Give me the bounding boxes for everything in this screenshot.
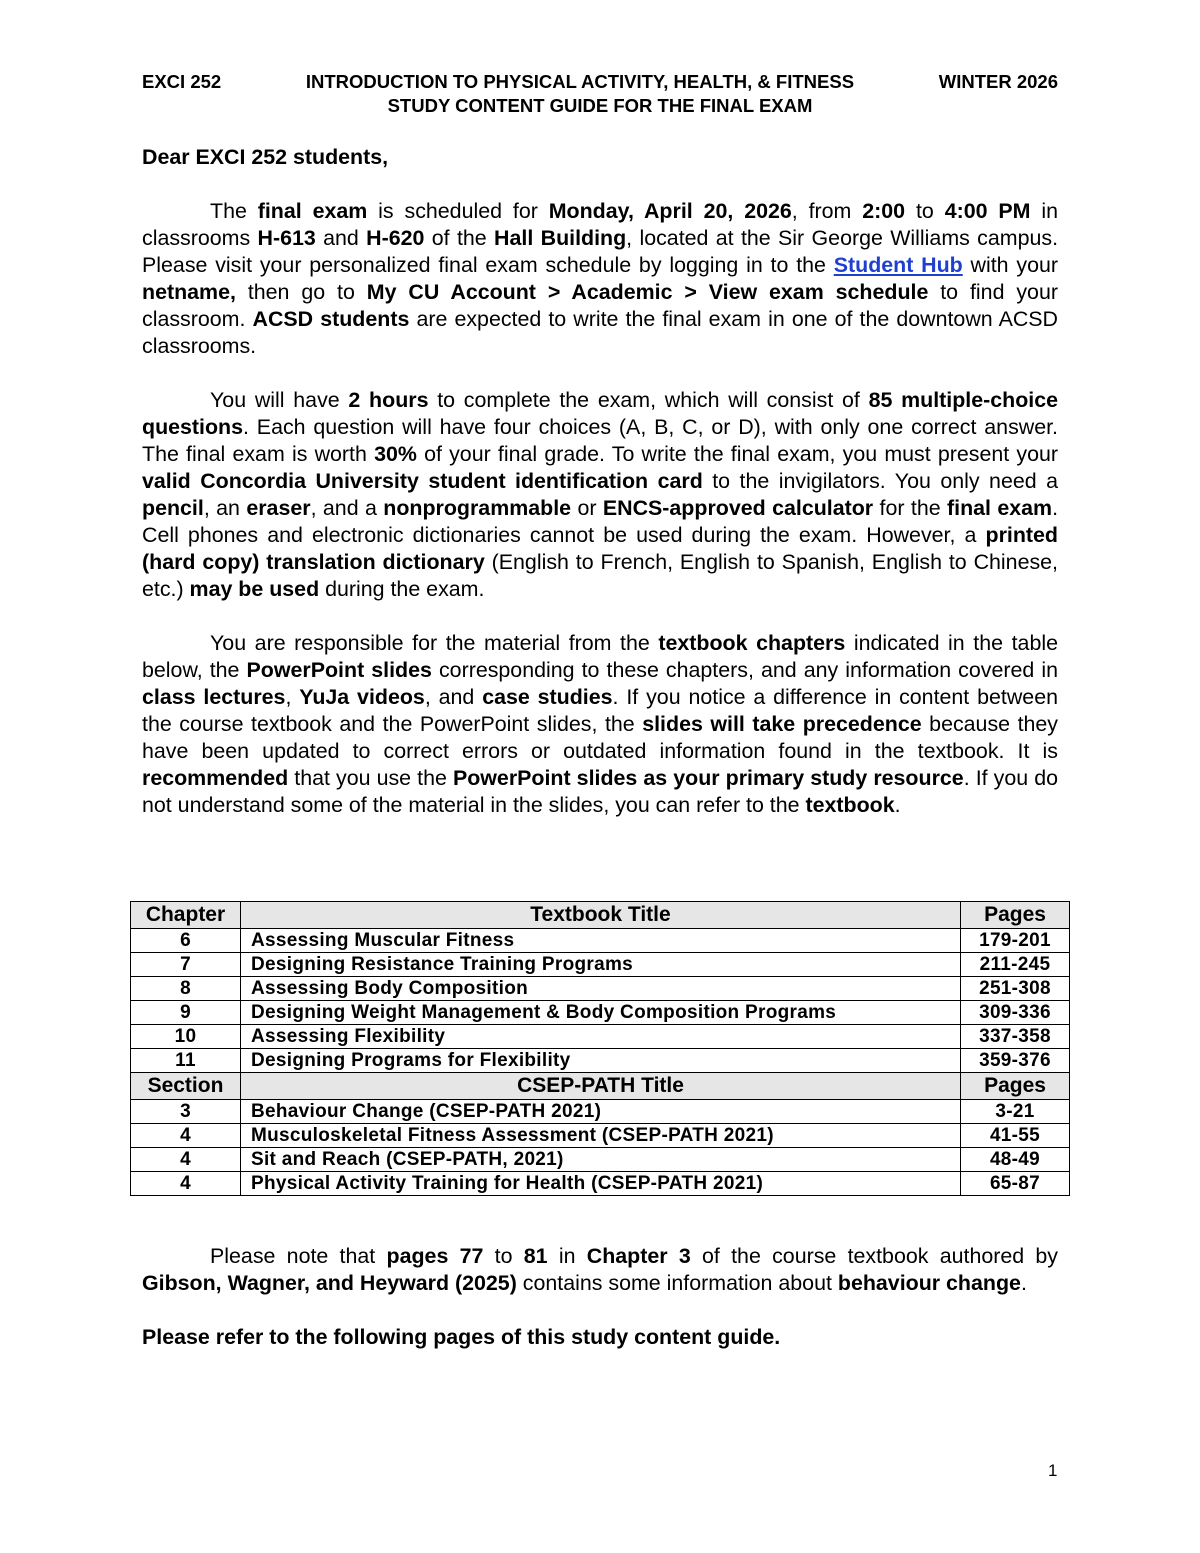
table-header-chapters: Chapter Textbook Title Pages [131,902,1070,929]
paragraph-behaviour-change: Please note that pages 77 to 81 in Chapter 3 of the course textbook authored by Gibson, Wagner, and Heyward (2025) contains some information about behaviour change. [142,1244,1059,1295]
table-row: 10 Assessing Flexibility 337-358 [131,1025,1070,1049]
page-number: 1 [1048,1461,1058,1480]
closing-note: Please refer to the following pages of this study content guide. [142,1325,781,1349]
paragraph-exam-format: You will have 2 hours to complete the exam, which will consist of 85 multiple-choice questions. Each question will have four choices (A, B, C, or D), with only one correct answer. The final exam is worth 30% of your final grade. To write the final exam, you must present your valid Concordia University student identification card to the invigilators. You only need a pencil, an eraser, and a nonprogrammable or ENCS-approved calculator for the final exam. Cell phones and electronic dictionaries cannot be used during the exam. However, a printed (hard copy) translation dictionary (English to French, English to Spanish, English to Chinese, etc.) may be used during the exam. [142,388,1059,601]
main-content [142,144,1058,846]
course-code: EXCI 252 [142,71,222,92]
course-title: INTRODUCTION TO PHYSICAL ACTIVITY, HEALTH, & FITNESS [305,71,855,92]
salutation: Dear EXCI 252 students, [142,145,389,169]
table-row: 8 Assessing Body Composition 251-308 [131,977,1070,1001]
after-table-content [142,1243,1058,1351]
table-row: 4 Musculoskeletal Fitness Assessment (CSEP-PATH 2021) 41-55 [131,1124,1070,1148]
table-row: 7 Designing Resistance Training Programs 211-245 [131,953,1070,977]
term: WINTER 2026 [938,71,1058,92]
table-row: 6 Assessing Muscular Fitness 179-201 [131,929,1070,953]
table-row: 11 Designing Programs for Flexibility 359-376 [131,1049,1070,1073]
table-row: 9 Designing Weight Management & Body Composition Programs 309-336 [131,1001,1070,1025]
paragraph-study-material: You are responsible for the material from the textbook chapters indicated in the table below, the PowerPoint slides corresponding to these chapters, and any information covered in class lectures, YuJa videos, and case studies. If you notice a difference in content between the course textbook and the PowerPoint slides, the slides will take precedence because they have been updated to correct errors or outdated information found in the textbook. It is recommended that you use the PowerPoint slides as your primary study resource. If you do not understand some of the material in the slides, you can refer to the textbook. [142,631,1059,817]
document-subtitle: STUDY CONTENT GUIDE FOR THE FINAL EXAM [387,95,813,116]
table-row: 4 Physical Activity Training for Health (CSEP-PATH 2021) 65-87 [131,1172,1070,1196]
table-row: 3 Behaviour Change (CSEP-PATH 2021) 3-21 [131,1100,1070,1124]
paragraph-exam-schedule: The final exam is scheduled for Monday, April 20, 2026, from 2:00 to 4:00 PM in classrooms H-613 and H-620 of the Hall Building, located at the Sir George Williams campus. Please visit your personalized final exam schedule by logging in to the Student Hub with your netname, then go to My CU Account > Academic > View exam schedule to find your classroom. ACSD students are expected to write the final exam in one of the downtown ACSD classrooms. [142,199,1059,358]
student-hub-link[interactable]: Student Hub [833,253,963,277]
study-content-table [130,901,1070,1196]
table-row: 4 Sit and Reach (CSEP-PATH, 2021) 48-49 [131,1148,1070,1172]
table-header-sections: Section CSEP-PATH Title Pages [131,1073,1070,1100]
document-header [142,70,1058,118]
